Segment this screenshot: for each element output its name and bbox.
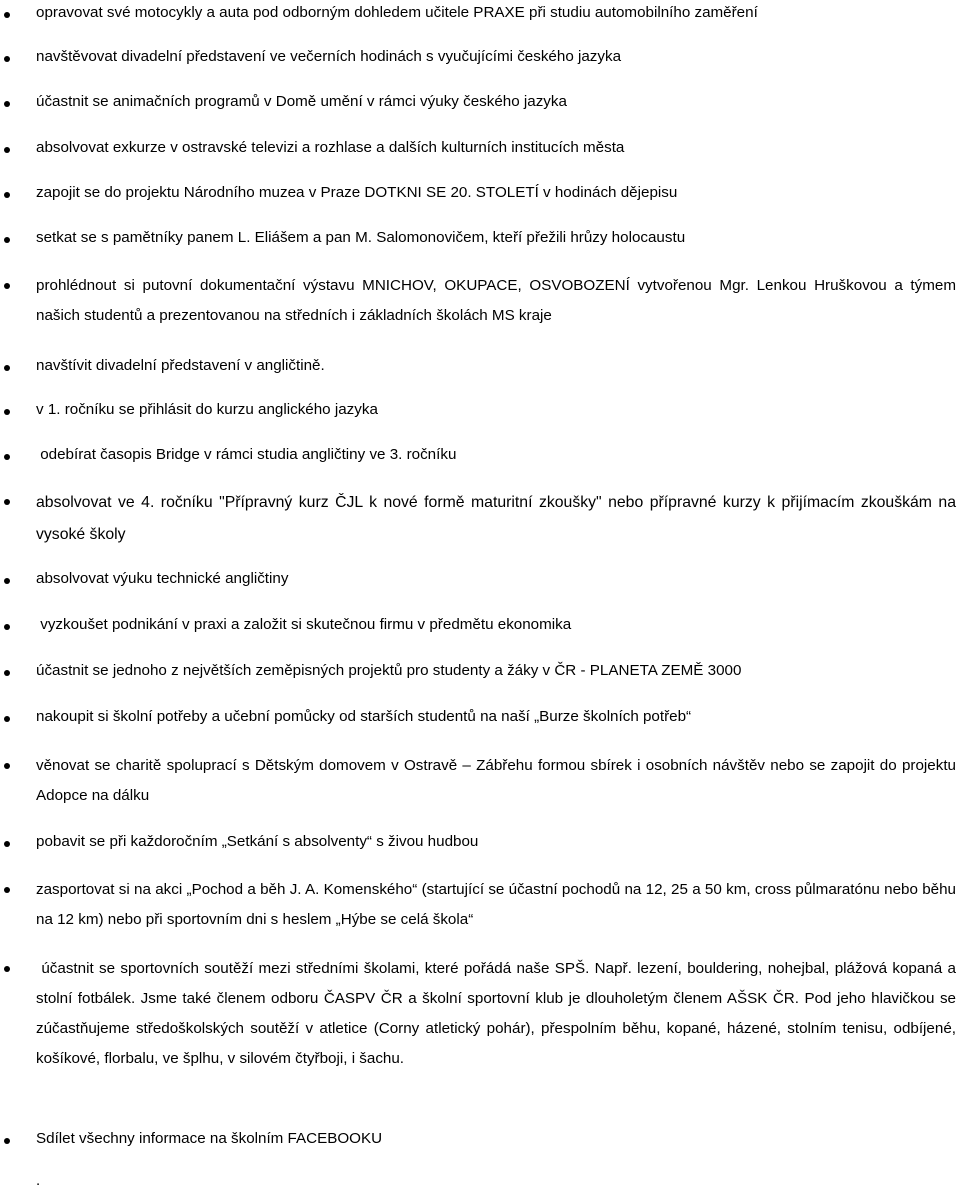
bullet-icon xyxy=(4,1138,10,1144)
trailing-dot: . xyxy=(36,1172,41,1189)
bullet-icon xyxy=(4,147,10,153)
bullet-icon xyxy=(4,841,10,847)
bullet-icon xyxy=(4,192,10,198)
list-item-text: pobavit se při každoročním „Setkání s absolventy“ s živou hudbou xyxy=(36,833,479,850)
bullet-icon xyxy=(4,283,10,289)
list-item-text: zapojit se do projektu Národního muzea v Praze DOTKNI SE 20. STOLETÍ v hodinách dějepisu xyxy=(36,184,678,201)
bullet-icon xyxy=(4,966,10,972)
bullet-icon xyxy=(4,12,10,18)
bullet-icon xyxy=(4,624,10,630)
list-item-text: absolvovat exkurze v ostravské televizi a rozhlase a dalších kulturních institucích města xyxy=(36,139,625,156)
bullet-icon xyxy=(4,887,10,893)
list-item-text: navštěvovat divadelní představení ve večerních hodinách s vyučujícími českého jazyka xyxy=(36,48,622,65)
list-item-text: Sdílet všechny informace na školním FACEBOOKU xyxy=(36,1130,383,1147)
list-item-text: účastnit se animačních programů v Domě umění v rámci výuky českého jazyka xyxy=(36,93,567,110)
list-item-text: věnovat se charitě spoluprací s Dětským domovem v Ostravě – Zábřehu formou sbírek i osobních návštěv nebo se zapojit do projektu Adopce na dálku xyxy=(36,757,956,804)
list-item-text: setkat se s pamětníky panem L. Eliášem a pan M. Salomonovičem, kteří přežili hrůzy holocaustu xyxy=(36,229,686,246)
list-item-text: absolvovat výuku technické angličtiny xyxy=(36,570,289,587)
bullet-icon xyxy=(4,578,10,584)
list-item-text: odebírat časopis Bridge v rámci studia angličtiny ve 3. ročníku xyxy=(36,446,457,463)
bullet-icon xyxy=(4,670,10,676)
bullet-icon xyxy=(4,409,10,415)
bullet-icon xyxy=(4,365,10,371)
list-item-text: opravovat své motocykly a auta pod odborným dohledem učitele PRAXE při studiu automobilního zaměření xyxy=(36,4,758,21)
bullet-icon xyxy=(4,454,10,460)
bullet-icon xyxy=(4,237,10,243)
list-item-text: navštívit divadelní představení v angličtině. xyxy=(36,357,325,374)
list-item-text: v 1. ročníku se přihlásit do kurzu anglického jazyka xyxy=(36,401,378,418)
bullet-icon xyxy=(4,101,10,107)
bullet-icon xyxy=(4,716,10,722)
list-item-text: nakoupit si školní potřeby a učební pomůcky od starších studentů na naší „Burze školních potřeb“ xyxy=(36,708,692,725)
bullet-icon xyxy=(4,56,10,62)
list-item-text: účastnit se jednoho z největších zeměpisných projektů pro studenty a žáky v ČR - PLANETA ZEMĚ 3000 xyxy=(36,662,742,679)
list-item-text: účastnit se sportovních soutěží mezi středními školami, které pořádá naše SPŠ. Např. lezení, bouldering, nohejbal, plážová kopaná a stolní fotbálek. Jsme také členem odboru ČASPV ČR a školní sportovní klub je dlouholetým členem AŠSK ČR. Pod jeho hlavičkou se zúčastňujeme středoškolských soutěží v atletice (Corny atletický pohár), přespolním běhu, kopané, házené, stolním tenisu, odbíjené, košíkové, florbalu, ve šplhu, v silovém čtyřboji, i šachu. xyxy=(36,960,960,1067)
bullet-icon xyxy=(4,763,10,769)
bullet-icon xyxy=(4,499,10,505)
list-item-text: prohlédnout si putovní dokumentační výstavu MNICHOV, OKUPACE, OSVOBOZENÍ vytvořenou Mgr. Lenkou Hruškovou a týmem našich studentů a prezentovanou na středních i základních školách MS kraje xyxy=(36,277,956,324)
list-item-text: vyzkoušet podnikání v praxi a založit si skutečnou firmu v předmětu ekonomika xyxy=(36,616,572,633)
list-item-text: absolvovat ve 4. ročníku "Přípravný kurz ČJL k nové formě maturitní zkoušky" nebo přípravné kurzy k přijímacím zkouškám na vysoké školy xyxy=(36,494,956,543)
list-item-text: zasportovat si na akci „Pochod a běh J. A. Komenského“ (startující se účastní pochodů na 12, 25 a 50 km, cross půlmaratónu nebo běhu na 12 km) nebo při sportovním dni s heslem „Hýbe se celá škola“ xyxy=(36,881,956,928)
